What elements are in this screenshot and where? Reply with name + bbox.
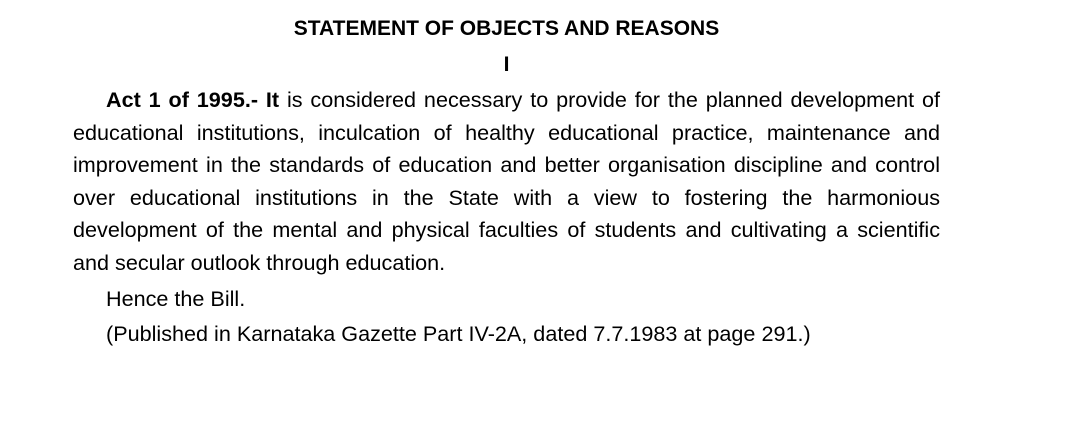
publication-note: (Published in Karnataka Gazette Part IV-2A, dated 7.7.1983 at page 291.) <box>106 321 811 347</box>
document-title: STATEMENT OF OBJECTS AND REASONS <box>293 17 720 40</box>
statement-body: is considered necessary to provide for the planned development of educational institutions, inculcation of healthy educational practice, maintenance and improvement in the standards of education and better organisation discipline and control over educational institutions in the State with a view to fostering the harmonious development of the mental and physical faculties of students and cultivating a scientific and secular outlook through education. <box>73 87 940 275</box>
hence-line: Hence the Bill. <box>106 285 246 311</box>
statement-paragraph <box>73 84 940 280</box>
section-numeral: I <box>503 53 510 76</box>
act-label: Act 1 of 1995.- It <box>106 87 280 112</box>
document-page <box>73 14 940 351</box>
